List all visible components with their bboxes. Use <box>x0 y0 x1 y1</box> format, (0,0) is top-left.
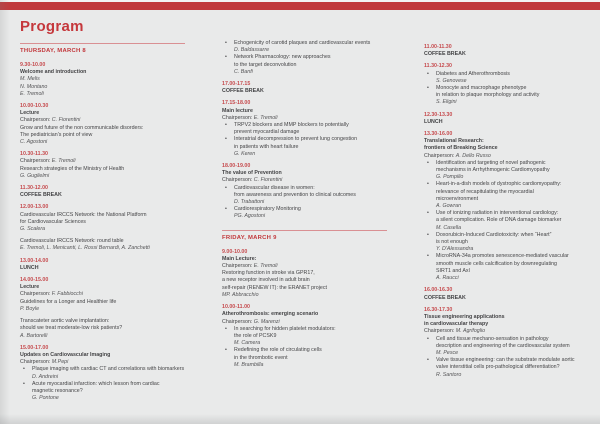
bullet-item-text: Cardiorespiratory Monitoring <box>234 206 301 213</box>
bullet-item-text: Diabetes and Atherothrombosis <box>436 70 510 77</box>
session-block <box>20 103 185 146</box>
session-time: 11.30-12.00 <box>20 185 48 192</box>
bullet-item <box>20 366 185 373</box>
chairperson-label: Chairperson: <box>222 263 254 270</box>
session-title: COFFEE BREAK <box>424 51 466 58</box>
bullet-text: SIRT1 and Axl <box>436 267 470 274</box>
session-title: Tissue engineering applications <box>424 313 505 320</box>
bullet-item-text: Redefining the role of circulating cells <box>234 347 322 354</box>
session-block <box>20 185 185 199</box>
session-block <box>424 131 589 282</box>
bullet-item <box>424 160 589 167</box>
session-block <box>20 277 185 313</box>
chairperson-name: C. Fiorentini <box>51 117 81 124</box>
header-red-bar <box>0 2 600 10</box>
chairperson-name: E. Tremoli <box>253 114 278 121</box>
bullet-text: smooth muscle cells calcification by downregulating <box>436 260 558 267</box>
session-title: COFFEE BREAK <box>20 192 62 199</box>
session-time: 10.00-11.00 <box>222 304 250 311</box>
day-divider-rule <box>20 43 185 44</box>
chairperson-label: Chairperson: <box>20 117 52 124</box>
speaker-name: M. Melis <box>20 76 40 83</box>
session-time: 12.30-13.30 <box>424 111 453 118</box>
session-title: in cardiovascular therapy <box>424 321 489 328</box>
bullet-item-text: In searching for hidden platelet modulators: <box>234 325 336 332</box>
chairperson-label: Chairperson: <box>222 114 254 121</box>
session-text: a new receptor involved in adult brain <box>222 277 310 284</box>
session-time: 14.00-15.00 <box>20 277 49 284</box>
speaker-name: A. Bartorelli <box>20 332 48 339</box>
bullet-item <box>222 54 387 61</box>
bullet-item <box>424 85 589 92</box>
bullet-item <box>222 326 387 333</box>
chairperson-label: Chairperson: <box>20 359 52 366</box>
bullet-icon: • <box>225 136 227 143</box>
chairperson-line <box>20 359 185 366</box>
chairperson-line <box>222 115 387 122</box>
bullet-icon: • <box>225 184 227 191</box>
bullet-item-text: Cardiovascular disease in women: <box>234 184 315 191</box>
bullet-item <box>424 253 589 260</box>
bullet-item-text: Monocyte and macrophage phenotype <box>436 85 527 92</box>
session-time: 13.00-14.00 <box>20 257 49 264</box>
bullet-icon: • <box>225 347 227 354</box>
bullet-item <box>222 136 387 143</box>
speaker-name: MP. Abbracchio <box>222 291 259 298</box>
session-title: Translational Research: <box>424 138 484 145</box>
bullet-text: prevent myocardial damage <box>234 129 300 136</box>
session-time: 10.30-11.30 <box>20 151 48 158</box>
bullet-icon: • <box>427 231 429 238</box>
session-text: for Cardiovascular Sciences <box>20 218 86 225</box>
bullet-speaker-name: A. Gowran <box>436 203 462 210</box>
session-block <box>20 258 185 272</box>
chairperson-line <box>424 153 589 160</box>
bullet-item <box>222 122 387 129</box>
session-title: Lecture <box>20 284 40 291</box>
bullet-icon: • <box>427 253 429 260</box>
program-column-3 <box>424 18 589 407</box>
session-time: 9.00-10.00 <box>222 248 248 255</box>
bullet-text: is not enough <box>436 239 468 246</box>
session-block <box>20 62 185 98</box>
bullet-item-text: Heart-in-a-dish models of dystrophic cardiomyopathy: <box>436 181 562 188</box>
bullet-icon: • <box>427 85 429 92</box>
bullet-item <box>222 206 387 213</box>
bullet-text: in the thrombotic event <box>234 354 288 361</box>
session-block <box>424 307 589 379</box>
day-header: THURSDAY, MARCH 8 <box>20 48 86 54</box>
session-title: LUNCH <box>424 118 443 125</box>
bullet-speaker-name: PG. Agostoni <box>234 213 266 220</box>
speaker-name: G. Guglielmi <box>20 172 50 179</box>
bullet-text: in patients with heart failure <box>234 143 299 150</box>
session-time: 11.30-12.30 <box>424 63 452 70</box>
session-time: 9.30-10.00 <box>20 62 46 68</box>
bullet-speaker-name: M. Casella <box>436 224 462 231</box>
bullet-text: microenvironment <box>436 195 479 202</box>
bullet-item <box>424 210 589 217</box>
speaker-name: N. Montano <box>20 83 48 90</box>
bullet-speaker-name: R. Santoro <box>436 371 462 378</box>
chairperson-name: E. Tremoli <box>51 158 76 165</box>
bullet-icon: • <box>225 206 227 213</box>
bullet-icon: • <box>427 335 429 342</box>
session-text: Cardiovascular IRCCS Network: round table <box>20 238 124 245</box>
session-title: The value of Prevention <box>222 170 282 177</box>
session-text: Transcateter aortic valve implantation: <box>20 318 110 325</box>
bullet-item <box>20 381 185 388</box>
session-time: 17.00-17.15 <box>222 81 251 88</box>
chairperson-line <box>20 291 185 298</box>
chairperson-label: Chairperson: <box>20 291 52 298</box>
session-time: 18.00-19.00 <box>222 163 251 170</box>
session-text: should we treat moderate-low risk patients? <box>20 325 123 332</box>
chairperson-line <box>424 328 589 335</box>
bullet-text: magnetic resonance? <box>32 387 83 394</box>
bullet-text: description and engineering of the cardiovascular system <box>436 342 570 349</box>
bullet-item-text: MicroRNA-34a promotes senescence-mediated vascular <box>436 253 569 260</box>
session-title: Atherothrombosis: emerging scenario <box>222 311 319 318</box>
session-block <box>424 287 589 301</box>
bullet-speaker-name: D. Andreini <box>32 373 59 380</box>
bullet-item <box>424 181 589 188</box>
session-block <box>424 44 589 58</box>
session-text: Cardiovascular IRCCS Network: the National Platform <box>20 211 147 218</box>
chairperson-name: F. Fabbiocchi <box>51 291 83 298</box>
speaker-name: E. Tremoli, L. Menicanti, L. Rossi Bernardi, A. Zanchetti <box>20 245 150 252</box>
chairperson-line <box>222 177 387 184</box>
bullet-speaker-name: C. Banfi <box>234 68 253 75</box>
bullet-speaker-name: M. Brambilla <box>234 361 264 368</box>
bullet-item-text: Network Pharmacology: new approaches <box>234 54 331 61</box>
bullet-item-text: Acute myocardial infarction: which lesson from cardiac <box>32 380 160 387</box>
session-time: 13.30-16.00 <box>424 131 453 138</box>
bullet-icon: • <box>427 159 429 166</box>
chairperson-name: E. Tremoli <box>253 263 278 270</box>
speaker-name: P. Boyle <box>20 305 40 312</box>
bullet-item-text: Interatrial decompression to prevent lung congestion <box>234 136 358 143</box>
program-column-1 <box>20 18 185 407</box>
session-block <box>222 304 387 369</box>
bullet-item <box>424 357 589 364</box>
bullet-icon: • <box>225 40 227 46</box>
session-text: Restoring function in stroke via GPR17, <box>222 270 315 277</box>
bullet-item-text: Valve tissue engineering: can the substrate modulate aortic <box>436 357 575 364</box>
bullet-item <box>424 336 589 343</box>
page-bottom-shadow <box>0 414 600 424</box>
session-block <box>424 63 589 106</box>
session-title: frontiers of Breaking Science <box>424 145 498 152</box>
bullet-item <box>222 185 387 192</box>
bullet-item <box>222 40 387 47</box>
bullet-text: the role of PCSK9 <box>234 332 277 339</box>
speaker-name: G. Scalera <box>20 226 46 233</box>
chairperson-name: M. Agrifoglio <box>455 328 486 335</box>
bullet-speaker-name: A. Raucci <box>436 275 459 282</box>
session-block <box>222 40 387 76</box>
bullet-icon: • <box>427 357 429 364</box>
session-block <box>222 81 387 95</box>
bullet-icon: • <box>23 366 25 373</box>
bullet-speaker-name: Y. D'Alessandra <box>436 246 474 253</box>
chairperson-label: Chairperson: <box>222 177 254 184</box>
session-text: Guidelines for a Longer and Healthier life <box>20 298 117 305</box>
session-title: Welcome and introduction <box>20 69 87 76</box>
day-divider-rule <box>222 230 387 231</box>
speaker-name: E. Tremoli <box>20 90 44 97</box>
session-time: 10.00-10.30 <box>20 103 49 110</box>
session-block <box>20 238 185 252</box>
session-text: Research strategies of the Ministry of Health <box>20 165 125 172</box>
chairperson-label: Chairperson: <box>424 152 456 159</box>
bullet-speaker-name: G. Pompilio <box>436 174 464 181</box>
session-text: Grow and future of the non communicable disorders: <box>20 124 144 131</box>
bullet-icon: • <box>225 325 227 332</box>
session-title: Lecture <box>20 110 40 117</box>
program-page <box>0 10 600 407</box>
session-block <box>20 318 185 340</box>
bullet-speaker-name: G. Pontone <box>32 395 59 402</box>
session-block <box>20 345 185 403</box>
bullet-speaker-name: S. Genovese <box>436 77 467 84</box>
bullet-speaker-name: D. Trabattoni <box>234 199 265 206</box>
bullet-item-text: Doxorubicin-Induced Cardiotoxicity: when “Heart” <box>436 231 552 238</box>
session-time: 11.00-11.30 <box>424 44 452 50</box>
bullet-text: to the target deconvolution <box>234 61 297 68</box>
session-title: LUNCH <box>20 264 39 271</box>
chairperson-line <box>222 319 387 326</box>
session-time: 16.30-17.30 <box>424 306 453 313</box>
page-title: Program <box>20 18 84 35</box>
bullet-item-text: Echogenicity of carotid plaques and cardiovascular events <box>234 40 371 46</box>
session-time: 12.00-13.00 <box>20 204 49 211</box>
session-block <box>20 151 185 180</box>
bullet-text: in relation to plaque morphology and activity <box>436 92 540 99</box>
bullet-item-text: Identification and targeting of novel pathogenic <box>436 159 546 166</box>
session-text: self-repair (RENEW IT): the ERANET project <box>222 284 327 291</box>
chairperson-label: Chairperson: <box>222 318 254 325</box>
chairperson-label: Chairperson: <box>20 158 52 165</box>
chairperson-line <box>20 158 185 165</box>
session-title: Main Lecture: <box>222 255 257 262</box>
session-block <box>424 112 589 126</box>
day-header: FRIDAY, MARCH 9 <box>222 234 277 241</box>
session-title: COFFEE BREAK <box>222 88 264 95</box>
chairperson-name: G. Marenzi <box>253 318 280 325</box>
chairperson-name: C. Fiorentini <box>253 177 283 184</box>
bullet-icon: • <box>225 54 227 61</box>
bullet-speaker-name: M. Pesce <box>436 349 459 356</box>
chairperson-label: Chairperson: <box>424 328 456 335</box>
bullet-text: mechanisms in Arrhythmogenic Cardiomyopathy <box>436 167 550 174</box>
session-block <box>222 249 387 299</box>
bullet-item <box>222 347 387 354</box>
bullet-speaker-name: D. Baldassarre <box>234 47 270 54</box>
bullet-speaker-name: M. Camera <box>234 340 261 347</box>
bullet-item <box>424 232 589 239</box>
session-time: 17.15-18.00 <box>222 100 251 107</box>
chairperson-line <box>222 263 387 270</box>
bullet-item-text: Use of ionizing radiation in interventional cardiology: <box>436 210 559 217</box>
session-title: COFFEE BREAK <box>424 294 466 301</box>
session-time: 15.00-17.00 <box>20 344 49 351</box>
bullet-icon: • <box>23 380 25 387</box>
bullet-text: valve interstitial cells pro-pathological differentiation? <box>436 364 560 371</box>
session-block <box>20 204 185 233</box>
session-time: 16.00-16.30 <box>424 287 453 294</box>
chairperson-line <box>20 117 185 124</box>
bullet-speaker-name: G. Keren <box>234 150 256 157</box>
session-block <box>222 163 387 221</box>
bullet-icon: • <box>427 210 429 217</box>
bullet-item-text: TRPV2 blockers and MMP blockers to potentially <box>234 122 349 129</box>
session-text: The pediatrician's point of view <box>20 131 93 138</box>
bullet-text: from awareness and prevention to clinical outcomes <box>234 191 356 198</box>
bullet-icon: • <box>427 70 429 77</box>
bullet-text: relevance of recapitulating the myocardial <box>436 188 534 195</box>
bullet-speaker-name: S. Eligini <box>436 99 457 106</box>
speaker-name: C. Agostoni <box>20 139 48 146</box>
session-title: Main lecture <box>222 107 253 114</box>
chairperson-name: A. Dello Russo <box>455 152 491 159</box>
bullet-icon: • <box>225 122 227 129</box>
bullet-text: a silent complication. Role of DNA damage biomarker <box>436 217 562 224</box>
bullet-item-text: Plaque imaging with cardiac CT and correlations with biomarkers <box>32 366 185 373</box>
program-column-2 <box>222 18 387 407</box>
bullet-icon: • <box>427 181 429 188</box>
chairperson-name: M.Pepi <box>51 359 69 366</box>
bullet-item-text: Cell and tissue mechano-sensation in pathology <box>436 335 549 342</box>
bullet-item <box>424 71 589 78</box>
session-block <box>222 100 387 158</box>
session-title: Updates on Cardiovascular Imaging <box>20 351 111 358</box>
